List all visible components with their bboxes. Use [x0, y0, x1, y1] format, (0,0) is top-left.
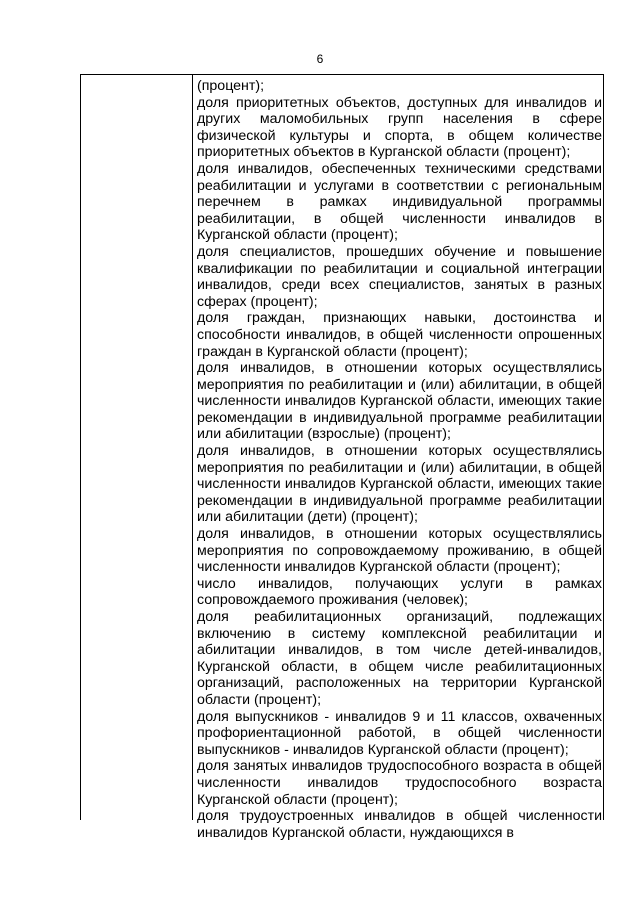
indicator-paragraph: доля специалистов, прошедших обучение и повышение квалификации по реабилитации и социальной интеграции инвалидов, среди всех специалистов, занятых в разных сферах (процент); — [197, 243, 602, 310]
indicator-paragraph: доля инвалидов, в отношении которых осуществлялись мероприятия по реабилитации и (или) абилитации, в общей численности инвалидов Курганской области, имеющих такие рекомендации в индивидуальной программе реабилитации или абилитации (взрослые) (процент); — [197, 360, 602, 443]
indicator-paragraph: число инвалидов, получающих услуги в рамках сопровождаемого проживания (человек); — [197, 575, 602, 609]
column-divider — [192, 75, 193, 820]
indicator-paragraph: доля инвалидов, в отношении которых осуществлялись мероприятия по реабилитации и (или) абилитации, в общей численности инвалидов Курганской области, имеющих такие рекомендации в индивидуальной программе реабилитации или абилитации (дети) (процент); — [197, 443, 602, 526]
indicator-paragraph: доля приоритетных объектов, доступных для инвалидов и других маломобильных групп населения в сфере физической культуры и спорта, в общем количестве приоритетных объектов в Курганской области (процент); — [197, 94, 602, 161]
indicator-paragraph: (процент); — [197, 78, 265, 94]
indicator-paragraph: доля трудоустроенных инвалидов в общей численности инвалидов Курганской области, нуждающихся в — [197, 808, 602, 841]
indicator-paragraph: доля граждан, признающих навыки, достоинства и способности инвалидов, в общей численности опрошенных граждан в Курганской области (процент); — [197, 310, 602, 360]
indicator-paragraph: доля инвалидов, в отношении которых осуществлялись мероприятия по сопровождаемому проживанию, в общей численности инвалидов Курганской области (процент); — [197, 526, 602, 576]
indicator-paragraph: доля реабилитационных организаций, подлежащих включению в систему комплексной реабилитации и абилитации инвалидов, в том числе детей-инвалидов, Курганской области, в общем числе реабилитационных организаций, расположенных на территории Курганской области (процент); — [197, 609, 602, 708]
page-number: 6 — [316, 52, 324, 66]
indicator-paragraph: доля инвалидов, обеспеченных техническими средствами реабилитации и услугами в соответствии с региональным перечнем в рамках индивидуальной программы реабилитации, в общей численности инвалидов в Курганской области (процент); — [197, 160, 602, 244]
indicator-cell — [197, 78, 602, 841]
indicator-paragraph: доля занятых инвалидов трудоспособного возраста в общей численности инвалидов трудоспособного возраста Курганской области (процент); — [197, 758, 602, 808]
indicator-paragraph: доля выпускников - инвалидов 9 и 11 классов, охваченных профориентационной работой, в общей численности выпускников - инвалидов Курганской области (процент); — [197, 708, 602, 758]
indicator-table — [80, 74, 604, 841]
